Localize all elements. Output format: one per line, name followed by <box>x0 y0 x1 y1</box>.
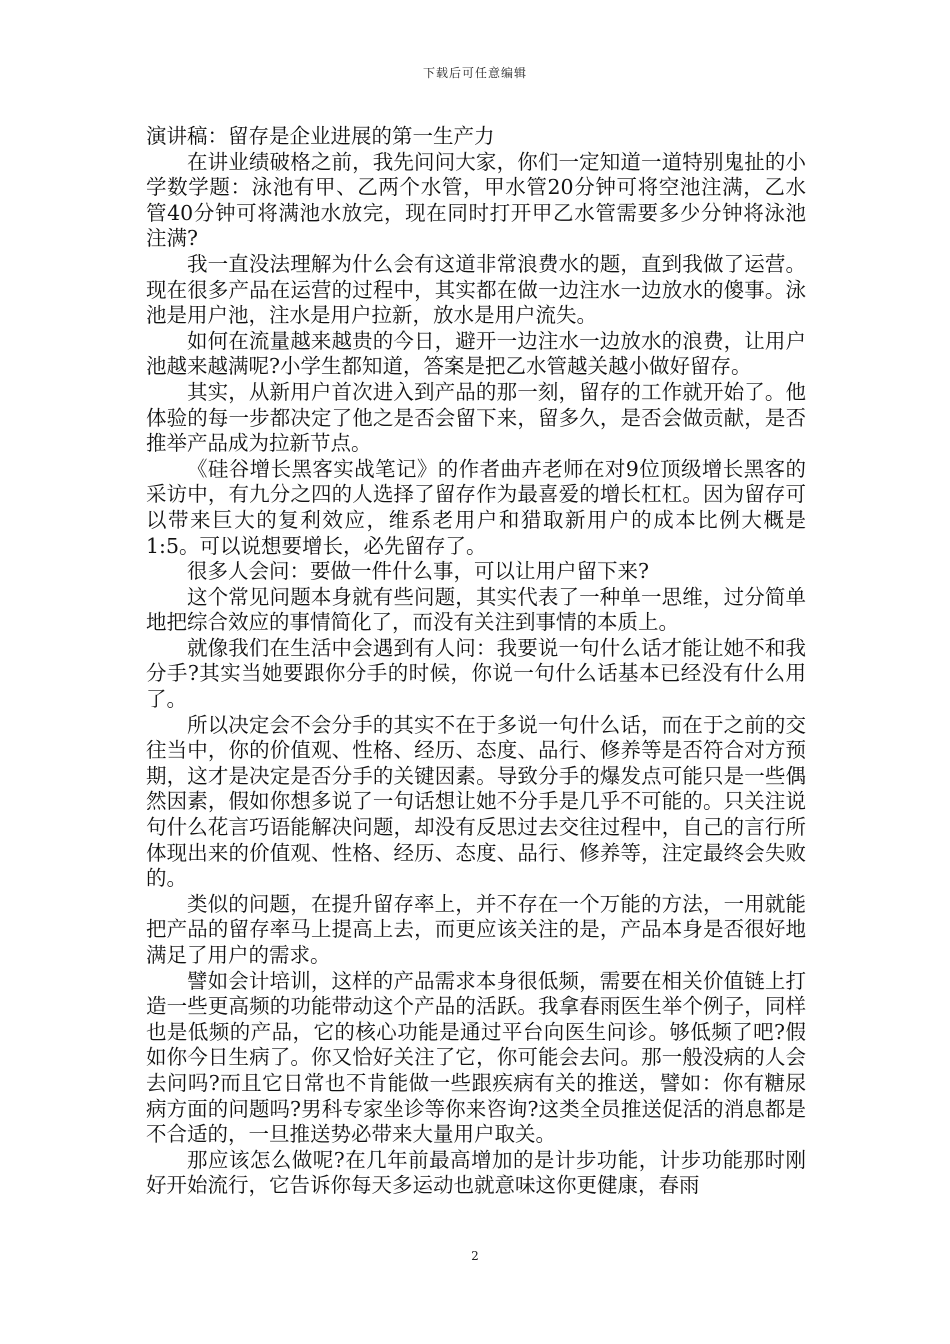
paragraph: 我一直没法理解为什么会有这道非常浪费水的题，直到我做了运营。现在很多产品在运营的过程中，其实都在做一边注水一边放水的傻事。泳池是用户池，注水是用户拉新，放水是用户流失。 <box>146 251 806 328</box>
paragraph: 就像我们在生活中会遇到有人问：我要说一句什么话才能让她不和我分手?其实当她要跟你分手的时候，你说一句什么话基本已经没有什么用了。 <box>146 635 806 712</box>
paragraph: 在讲业绩破格之前，我先问问大家，你们一定知道一道特别鬼扯的小学数学题：泳池有甲、乙两个水管，甲水管20分钟可将空池注满，乙水管40分钟可将满池水放完，现在同时打开甲乙水管需要多少分钟将泳池注满? <box>146 149 806 251</box>
paragraph: 这个常见问题本身就有些问题，其实代表了一种单一思维，过分简单地把综合效应的事情简化了，而没有关注到事情的本质上。 <box>146 584 806 635</box>
page-number: 2 <box>471 1249 479 1263</box>
paragraph: 其实，从新用户首次进入到产品的那一刻，留存的工作就开始了。他体验的每一步都决定了他之是否会留下来，留多久，是否会做贡献，是否推举产品成为拉新节点。 <box>146 379 806 456</box>
paragraph: 所以决定会不会分手的其实不在于多说一句什么话，而在于之前的交往当中，你的价值观、性格、经历、态度、品行、修养等是否符合对方预期，这才是决定是否分手的关键因素。导致分手的爆发点可能只是一些偶然因素，假如你想多说了一句话想让她不分手是几乎不可能的。只关注说句什么花言巧语能解决问题，却没有反思过去交往过程中，自己的言行所体现出来的价值观、性格、经历、态度、品行、修养等，注定最终会失败的。 <box>146 712 806 891</box>
paragraph: 譬如会计培训，这样的产品需求本身很低频，需要在相关价值链上打造一些更高频的功能带动这个产品的活跃。我拿春雨医生举个例子，同样也是低频的产品，它的核心功能是通过平台向医生问诊。够低频了吧?假如你今日生病了。你又恰好关注了它，你可能会去问。那一般没病的人会去问吗?而且它日常也不肯能做一些跟疾病有关的推送，譬如：你有糖尿病方面的问题吗?男科专家坐诊等你来咨询?这类全员推送促活的消息都是不合适的，一旦推送势必带来大量用户取关。 <box>146 968 806 1147</box>
paragraph: 《硅谷增长黑客实战笔记》的作者曲卉老师在对9位顶级增长黑客的采访中，有九分之四的人选择了留存作为最喜爱的增长杠杠。因为留存可以带来巨大的复利效应，维系老用户和猎取新用户的成本比例大概是1:5。可以说想要增长，必先留存了。 <box>146 456 806 558</box>
document-body <box>146 124 806 1199</box>
paragraph: 很多人会问：要做一件什么事，可以让用户留下来? <box>187 559 649 584</box>
paragraph: 如何在流量越来越贵的今日，避开一边注水一边放水的浪费，让用户池越来越满呢?小学生都知道，答案是把乙水管越关越小做好留存。 <box>146 328 806 379</box>
paragraph: 那应该怎么做呢?在几年前最高增加的是计步功能，计步功能那时刚好开始流行，它告诉你每天多运动也就意味这你更健康，春雨 <box>146 1147 806 1198</box>
header-note: 下载后可任意编辑 <box>422 66 527 80</box>
document-title: 演讲稿：留存是企业进展的第一生产力 <box>146 124 495 148</box>
paragraph: 类似的问题，在提升留存率上，并不存在一个万能的方法，一用就能把产品的留存率马上提高上去，而更应该关注的是，产品本身是否很好地满足了用户的需求。 <box>146 891 806 967</box>
